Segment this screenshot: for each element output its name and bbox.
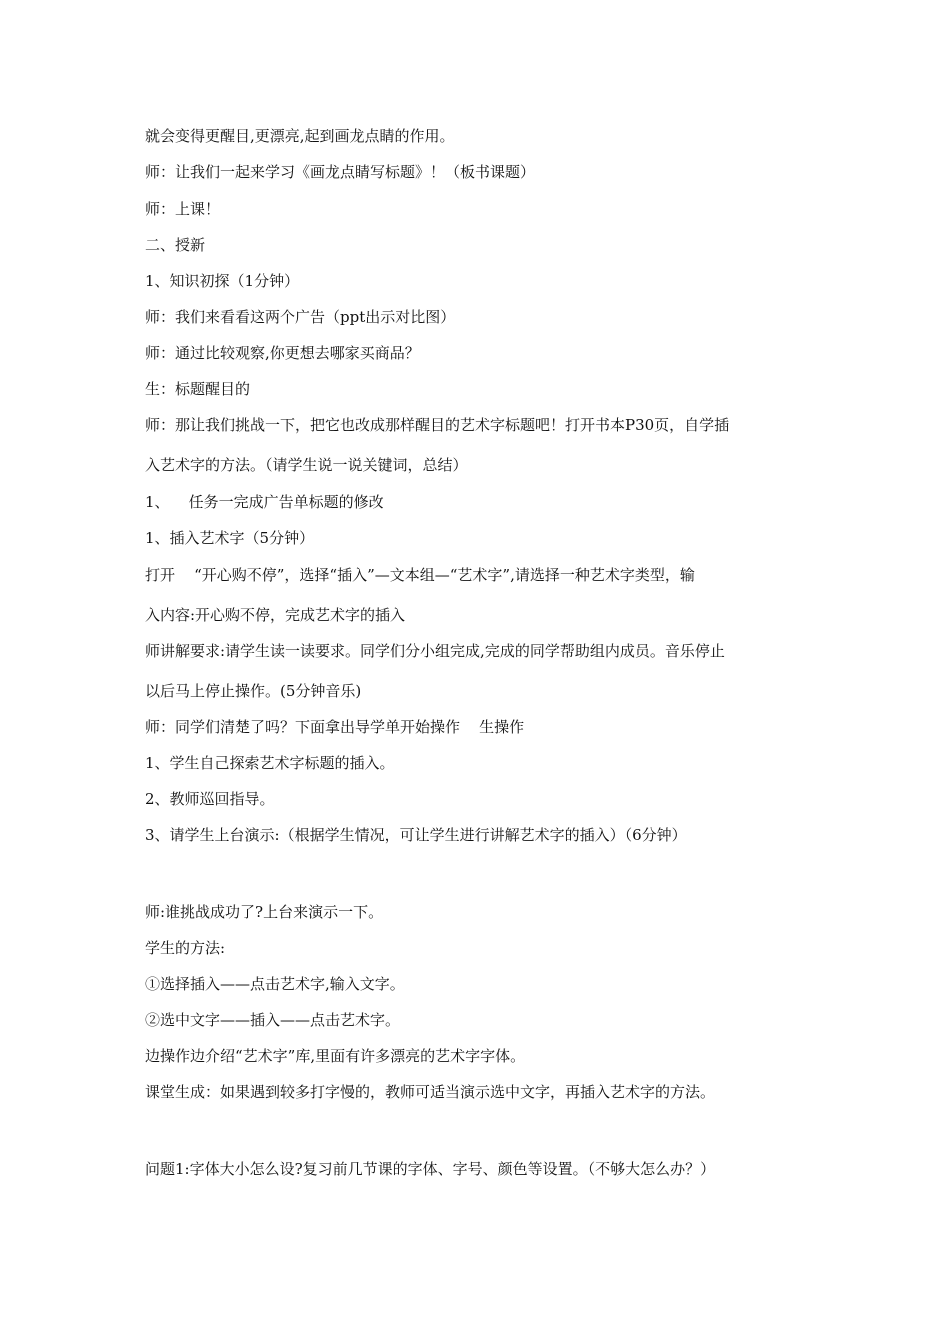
list-item: 1、学生自己探索艺术字标题的插入。 bbox=[145, 754, 395, 772]
text-line: 师：我们来看看这两个广告（ppt出示对比图） bbox=[145, 308, 456, 326]
text-line: 入内容:开心购不停，完成艺术字的插入 bbox=[145, 606, 406, 624]
text-line: 师：上课！ bbox=[145, 200, 221, 218]
task-heading: 1、 任务一完成广告单标题的修改 bbox=[145, 493, 384, 511]
question-line: 问题1:字体大小怎么设?复习前几节课的字体、字号、颜色等设置。（不够大怎么办？） bbox=[145, 1160, 716, 1178]
text-line: 入艺术字的方法。（请学生说一说关键词，总结） bbox=[145, 456, 468, 474]
text-line: 就会变得更醒目,更漂亮,起到画龙点睛的作用。 bbox=[145, 127, 455, 145]
subsection-heading: 1、插入艺术字（5分钟） bbox=[145, 529, 315, 547]
subsection-heading: 1、知识初探（1分钟） bbox=[145, 272, 300, 290]
text-line: 课堂生成：如果遇到较多打字慢的，教师可适当演示选中文字，再插入艺术字的方法。 bbox=[145, 1083, 716, 1101]
section-heading: 二、授新 bbox=[145, 236, 206, 254]
list-item: ②选中文字——插入——点击艺术字。 bbox=[145, 1011, 401, 1029]
list-item: 3、请学生上台演示:（根据学生情况，可让学生进行讲解艺术字的插入）（6分钟） bbox=[145, 826, 687, 844]
list-item: 2、教师巡回指导。 bbox=[145, 790, 275, 808]
text-line: 边操作边介绍“艺术字”库,里面有许多漂亮的艺术字字体。 bbox=[145, 1047, 526, 1065]
text-line: 师：同学们清楚了吗？下面拿出导学单开始操作 生操作 bbox=[145, 718, 525, 736]
text-line: 学生的方法: bbox=[145, 939, 226, 957]
text-line: 师：那让我们挑战一下，把它也改成那样醒目的艺术字标题吧！打开书本P30页，自学插 bbox=[145, 416, 730, 434]
text-line: 生：标题醒目的 bbox=[145, 380, 251, 398]
text-line: 师:谁挑战成功了?上台来演示一下。 bbox=[145, 903, 384, 921]
text-line: 师：通过比较观察,你更想去哪家买商品？ bbox=[145, 344, 420, 362]
text-line: 以后马上停止操作。(5分钟音乐) bbox=[145, 682, 362, 700]
text-line: 师讲解要求:请学生读一读要求。同学们分小组完成,完成的同学帮助组内成员。音乐停止 bbox=[145, 642, 725, 660]
list-item: ①选择插入——点击艺术字,输入文字。 bbox=[145, 975, 405, 993]
text-line: 打开 “开心购不停”，选择“插入”—文本组—“艺术字”,请选择一种艺术字类型，输 bbox=[145, 566, 695, 584]
text-line: 师：让我们一起来学习《画龙点睛写标题》！（板书课题） bbox=[145, 163, 536, 181]
